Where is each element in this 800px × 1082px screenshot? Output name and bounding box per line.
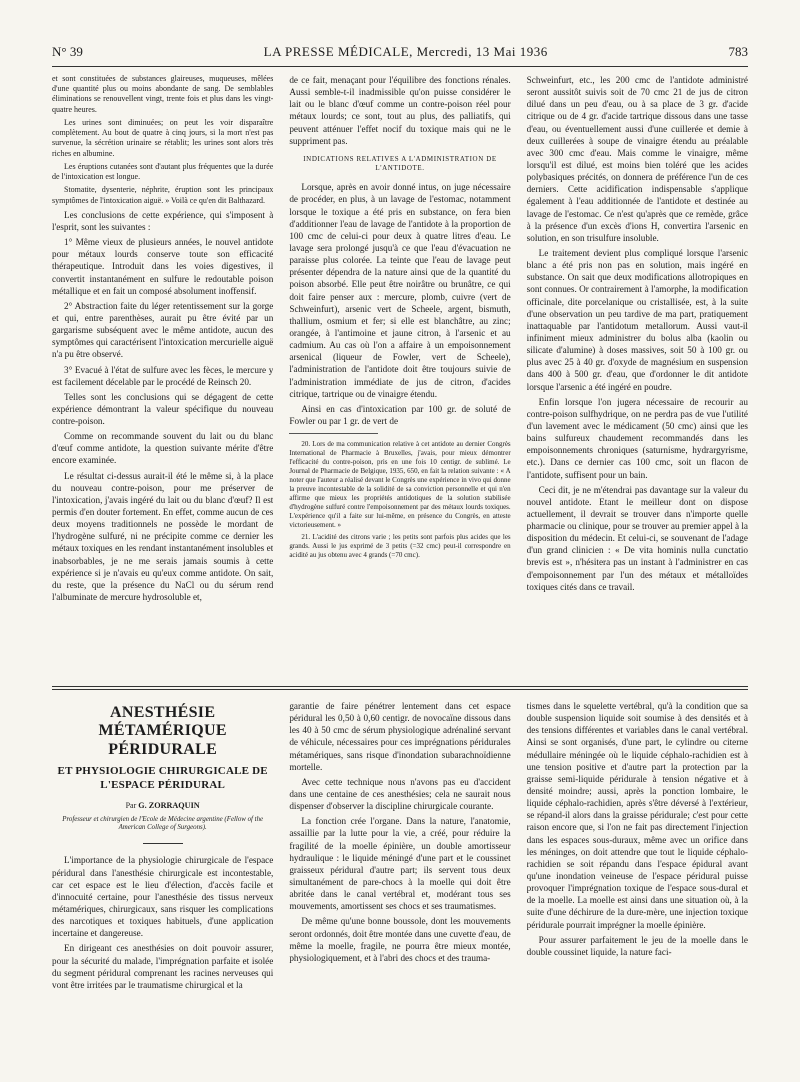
byline-prefix: Par — [125, 800, 137, 810]
top-article — [52, 74, 748, 680]
article-column-1 — [52, 700, 273, 1072]
paragraph: Stomatite, dysenterie, néphrite, éruption sont les principaux symptômes de l'intoxication aiguë. » Voilà ce qu'en dit Balthazard. — [52, 185, 274, 205]
paragraph: tismes dans le squelette vertébral, qu'à la condition que sa double suspension liquide soit soumise à des densités et à des tensions différentes et variables dans le canal vertébral. Ainsi se sont organisés, d'une part, le cylindre ou citerne médullaire méningée où le liquide céphalo-rachidien est à une tension positive et d'autre part la protection par la graisse semi-liquide péridurale à tension négative et à densité moindre; aussi, après la ponction lombaire, le liquide céphalo-rachidien, après s'être déversé à l'extérieur, se répand-il alors dans la graisse péridurale; c'est pour cette raison encore que, si l'on ne fait pas directement l'injection dans les espaces sous-duraux, même avec un orifice dans les méninges, on doit attendre que tout le liquide céphalo-rachidien se soit répandu dans l'espace épidural avant qu'une inondation veineuse de l'espace péridural puisse provoquer l'imprégnation toxique de l'espace sous-dural et de la moelle. La moelle est ainsi dans une situation où, à la suite d'une déchirure de la dure-mère, une injection toxique péridurale pourrait imprégner la moelle épinière. — [526, 701, 748, 930]
paragraph: Schweinfurt, etc., les 200 cmc de l'antidote administré seront aussitôt suivis soit de 70 cmc 21 de jus de citron dilué dans un peu d'eau, ou à sa place de 3 gr. d'acide citrique ou de 4 gr. d'acide tartrique dissous dans une tasse d'eau, ou éventuellement aussi d'une cuillerée et demie à deux cuillerées à soupe de vinaigre étendu au préalable avec 300 cmc d'eau. Mais comme le vinaigre, même lorsqu'il est dilué, est moins bien toléré que les acides polybasiques précités, on donnera de préférence l'un de ces derniers. Cette acidification indispensable s'applique également à l'eau additionnée de l'antidote et destinée au lavage de l'estomac. Ce n'est qu'après que ce remède, grâce à la présence d'un excès d'ions H, convertira l'arsenic en solution, en son trisulfure insoluble. — [526, 75, 748, 243]
paragraph: 1° Même vieux de plusieurs années, le nouvel antidote pour métaux lourds conserve toute son efficacité thérapeutique. Introduit dans les voies digestives, il convertit instantanément en sulfure le redoutable poison métallique et en fait un composé absolument inoffensif. — [52, 237, 274, 296]
journal-title: LA PRESSE MÉDICALE, Mercredi, 13 Mai 1936 — [263, 44, 548, 59]
page-number: 783 — [728, 44, 748, 59]
paragraph: En dirigeant ces anesthésies on doit pouvoir assurer, pour la sécurité du malade, l'imprégnation parfaite et isolée du segment péridural comprenant les racines nerveuses qui vont être irritées par le traumatisme chirurgical et la — [52, 943, 274, 990]
running-header — [52, 44, 748, 64]
paragraph: Le résultat ci-dessus aurait-il été le même si, à la place du nouveau contre-poison, pour me préserver de l'intoxication, j'avais ingéré du lait ou du blanc d'œuf? Il est permis d'en douter fortement. En effet, comme aucun de ces deux moyens traditionnels ne possède le mordant de l'hydrogène sulfuré, ni ne précipite comme ce dernier les métaux toxiques en les rendant instantanément insolubles et inabsorbables, je ne me serais jamais soumis à cette expérience si je n'avais eu qu'eux comme antidote. On sait, du reste, que la présence du NaCl ou du sérum rend l'albuminate de mercure hydrosoluble et, — [52, 470, 274, 603]
paragraph: De même qu'une bonne boussole, dont les mouvements seront ordonnés, doit être montée dans une cuvette d'eau, de même la moelle, fragile, ne pourra être mieux montée, physiologiquement, et à l'abri des chocs et des trauma- — [289, 916, 511, 963]
paragraph: La fonction crée l'organe. Dans la nature, l'anatomie, assaillie par la lutte pour la vie, a créé, pour réduire la fragilité de la moelle épinière, un double amortisseur hydraulique : le liquide méningé d'une part et le coussinet graisseux péridural d'autre part; ils servent tous deux simultanément de pare-chocs à la moelle qui doit être abritée dans le canal vertébral et, modérant tous ses mouvements, amortissent ses chocs et ses traumatismes. — [289, 816, 511, 912]
paragraph: Ainsi en cas d'intoxication par 100 gr. de soluté de Fowler ou par 1 gr. de vert de — [289, 403, 511, 426]
paragraph: Avec cette technique nous n'avons pas eu d'accident dans une centaine de ces anesthésies; cela ne saurait nous dispenser d'observer la discipline chirurgicale courante. — [289, 776, 511, 812]
top-column-1 — [52, 74, 273, 680]
article-column-3 — [527, 700, 748, 1072]
author-affiliation: Professeur et chirurgien de l'Ecole de Médecine argentine (Fellow of the American College of Surgeons). — [62, 815, 264, 832]
paragraph: Ceci dit, je ne m'étendrai pas davantage sur la valeur du nouvel antidote. Etant le meilleur dont on dispose actuellement, il devrait se trouver dans n'importe quelle pharmacie ou clinique, pour se trouver au premier appel à la disposition du médecin. Et celui-ci, se souvenant de l'adage d'un grand clinicien : « De vita hominis nulla cunctatio brevis est », n'hésitera pas un instant à l'administrer en cas d'empoisonnement par l'un des métaux et métalloïdes toxiques cités dans ce travail. — [526, 484, 748, 592]
paragraph: Pour assurer parfaitement le jeu de la moelle dans le double coussinet liquide, la nature faci- — [526, 934, 748, 957]
paragraph: Les urines sont diminuées; on peut les voir disparaître complètement. Au bout de quatre à cinq jours, si la mort n'est pas survenue, la sécrétion urinaire se rétablit; les urines sont alors très riches en albumine. — [52, 117, 274, 158]
article-separator-rule — [52, 686, 748, 687]
paragraph: L'importance de la physiologie chirurgicale de l'espace péridural dans l'anesthésie chirurgicale est incontestable, car cet espace est le lieu d'élection, d'accès facile et d'innocuité certaine, pour l'anesthésie des tissus nerveux métamériques, chirurgicaux, sans risquer les complications des narcotiques et toxiques habituels, d'une application incertaine et dangereuse. — [52, 855, 274, 939]
article-column-2 — [289, 700, 510, 1072]
paragraph: Comme on recommande souvent du lait ou du blanc d'œuf comme antidote, la question suivante mérite d'être encore examinée. — [52, 431, 274, 466]
paragraph: 2° Abstraction faite du léger retentissement sur la gorge et qui, entre parenthèses, aurait pu être évité par un gargarisme subséquent avec le même antidote, aucun des symptômes qui caractérisent l'intoxication mercurielle aiguë n'a pu être observé. — [52, 300, 274, 360]
paragraph: et sont constituées de substances glaireuses, muqueuses, mêlées d'une quantité plus ou moins abondante de sang. De semblables éliminations se renouvellent vingt, trente fois et plus dans les vingt-quatre heures. — [52, 74, 274, 114]
issue-number: N° 39 — [52, 44, 83, 59]
header-rule — [52, 66, 748, 67]
paragraph: Les éruptions cutanées sont d'autant plus fréquentes que la durée de l'intoxication est longue. — [52, 161, 274, 182]
title-divider — [143, 843, 183, 844]
author-name: G. ZORRAQUIN — [138, 800, 200, 810]
footnote-rule — [289, 433, 378, 434]
top-column-2 — [289, 74, 510, 680]
paragraph: Lorsque, après en avoir donné intus, on juge nécessaire de procéder, en plus, à un lavage de l'estomac, notamment lorsque le toxique a été pris en substance, on fera bien d'additionner l'eau de lavage de l'antidote à la proportion de 100 cmc de celui-ci pour deux à quatre litres d'eau. Le lavage sera prolongé jusqu'à ce que l'eau d'évacuation ne paraisse plus colorée. La teinte que l'eau de lavage peut présenter dépendra de la nature ainsi que de la quantité du poison absorbé. Elle peut être noirâtre ou brunâtre, ce qui doit faire penser aux : mercure, plomb, cuivre (vert de Schweinfurt), arsenic vert de Scheele, argent, bismuth, thallium, osmium et fer; si elle est blanchâtre, au zinc; orangée, à l'antimoine et jaune citron, à l'arsenic et au cadmium. Au cas où l'on a affaire à un empoisonnement arsenical (liqueur de Fowler, vert de Scheele), l'administration de l'antidote doit être toujours suivie de l'administration immédiate de jus de citron, d'acides citrique, tartrique ou de vinaigre étendu. — [289, 182, 511, 399]
top-column-3 — [527, 74, 748, 680]
new-article — [52, 700, 748, 1072]
footnote: 20. Lors de ma communication relative à cet antidote au dernier Congrès International de Pharmacie à Bruxelles, j'avais, pour mieux démontrer l'efficacité du contre-poison, pris en une fois 10 centigr. de sublimé. Le Journal de Pharmacie de Belgique, 1935, 650, en fait la relation suivante : « A noter que l'auteur a réalisé devant le Congrès une expérience in vivo qui donne la preuve incontestable de la solidité de sa conviction personnelle et qui n'en affirme que mieux les propriétés antidotiques de la solution stabilisée d'hydrogène sulfuré contre l'empoisonnement par des métaux lourds toxiques. L'expérience qu'il a faite sur lui-même, en présence du Congrès, en atteste victorieusement. » — [289, 440, 511, 529]
article-subtitle: ET PHYSIOLOGIE CHIRURGICALE DE L'ESPACE PÉRIDURAL — [57, 765, 268, 791]
article-separator-rule — [52, 689, 748, 690]
paragraph: 3° Evacué à l'état de sulfure avec les fèces, le mercure y est facilement décelable par le procédé de Reinsch 20. — [52, 364, 274, 387]
paragraph: Les conclusions de cette expérience, qui s'imposent à l'esprit, sont les suivantes : — [52, 209, 274, 232]
section-heading: INDICATIONS RELATIVES A L'ADMINISTRATION DE L'ANTIDOTE. — [303, 154, 497, 173]
footnote: 21. L'acidité des citrons varie ; les petits sont parfois plus acides que les grands. Aussi le jus exprimé de 3 petits (=32 cmc) peut-il correspondre en acidité au jus obtenu avec 4 grands (=70 cmc). — [289, 532, 511, 559]
paragraph: Enfin lorsque l'on jugera nécessaire de recourir au contre-poison sulfhydrique, on ne perdra pas de vue l'utilité d'un lavement avec le médicament (50 cmc) ainsi que les bains sulfureux chaudement recommandés dans les empoisonnements chroniques (saturnisme, hydrargyrisme, etc.). Dans ce dernier cas 100 cmc, soit un flacon de l'antidote, suffisent pour un bain. — [526, 396, 748, 480]
article-title: ANESTHÉSIE MÉTAMÉRIQUE PÉRIDURALE — [98, 704, 227, 758]
paragraph: Telles sont les conclusions qui se dégagent de cette expérience démontrant la valeur spécifique du nouveau contre-poison. — [52, 391, 274, 427]
paragraph: Le traitement devient plus compliqué lorsque l'arsenic blanc a été pris non pas en solution, mais ingéré en substance. On sait que deux modifications allotropiques en sont connues. Or contrairement à l'amorphe, la modification officinale, dite porcelanique ou cristallisée, est, à la suite d'une observation un peu tardive de ma part, pratiquement inattaquable par l'antidotum metallorum. Aussi vaut-il infiniment mieux administrer du bolus alba (kaolin ou silicate d'alumine) à doses massives, soit 50 à 100 gr. ou plus avec 25 à 40 gr. d'oxyde de magnésium en suspension dans 400 à 500 gr. d'eau, que d'ordonner le dit antidote lorsque l'arsenic a été ingéré en poudre. — [526, 247, 748, 392]
paragraph: garantie de faire pénétrer lentement dans cet espace péridural les 0,50 à 0,60 centigr. de novocaïne dissous dans les 40 à 50 cmc de sérum physiologique adrénaliné servant de véhicule, nécessaires pour ces imprégnations péridurales métamériques, sans risque d'inondation subarachnoïdienne mortelle. — [289, 701, 511, 772]
byline — [52, 801, 273, 812]
paragraph: de ce fait, menaçant pour l'équilibre des fonctions rénales. Aussi semble-t-il inadmissible qu'on puisse considérer le lait ou le blanc d'œuf comme un contre-poison réel pour métaux lourds; ce sont, tout au plus, des palliatifs, qui peuvent atténuer l'effet nocif du toxique mais qui ne le suppriment pas. — [289, 75, 511, 146]
